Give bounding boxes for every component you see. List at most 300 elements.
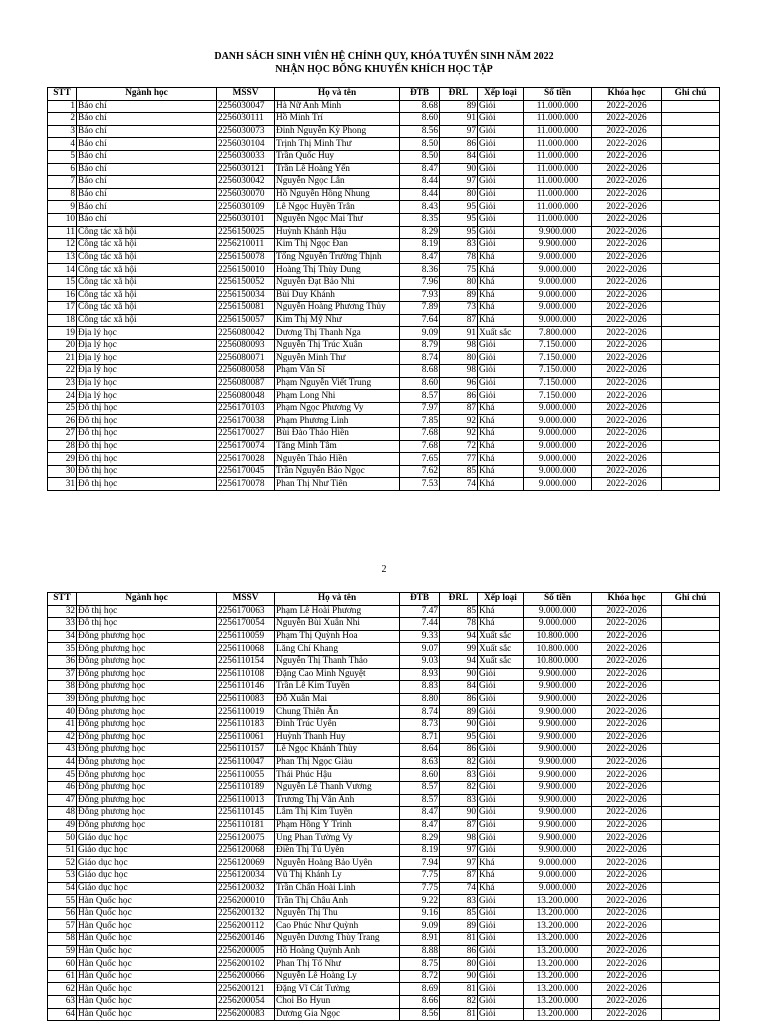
cell-major: Đông phương học [77, 643, 217, 656]
scholarship-table-page-1 [47, 87, 720, 491]
cell-full-name: Lê Ngọc Khánh Thùy [275, 744, 400, 757]
header-classification: Xếp loại [478, 593, 524, 606]
cell-amount: 11.000.000 [524, 150, 592, 163]
cell-course: 2022-2026 [592, 314, 662, 327]
cell-major: Đông phương học [77, 781, 217, 794]
table-row [48, 302, 720, 315]
cell-classification: Khá [478, 276, 524, 289]
cell-note [662, 819, 720, 832]
cell-gpa: 8.56 [400, 125, 440, 138]
cell-major: Báo chí [77, 213, 217, 226]
cell-classification: Giỏi [478, 1008, 524, 1021]
cell-student-id: 2256170078 [217, 478, 275, 491]
cell-gpa: 8.69 [400, 983, 440, 996]
cell-course: 2022-2026 [592, 844, 662, 857]
cell-course: 2022-2026 [592, 769, 662, 782]
table-row [48, 895, 720, 908]
table-row [48, 681, 720, 694]
cell-major: Đô thị học [77, 453, 217, 466]
cell-conduct-score: 92 [440, 415, 478, 428]
table-row [48, 996, 720, 1009]
header-gpa: ĐTB [400, 593, 440, 606]
cell-student-id: 2256110068 [217, 643, 275, 656]
cell-course: 2022-2026 [592, 781, 662, 794]
cell-amount: 9.000.000 [524, 440, 592, 453]
cell-stt: 4 [48, 138, 77, 151]
cell-gpa: 7.75 [400, 882, 440, 895]
cell-course: 2022-2026 [592, 226, 662, 239]
cell-gpa: 7.89 [400, 302, 440, 315]
cell-course: 2022-2026 [592, 365, 662, 378]
cell-full-name: Nguyễn Ngọc Mai Thư [275, 213, 400, 226]
cell-student-id: 2256110145 [217, 807, 275, 820]
cell-major: Giáo dục học [77, 832, 217, 845]
cell-conduct-score: 83 [440, 239, 478, 252]
table-row [48, 176, 720, 189]
cell-stt: 60 [48, 958, 77, 971]
cell-full-name: Dương Thị Thanh Nga [275, 327, 400, 340]
cell-gpa: 8.71 [400, 731, 440, 744]
cell-amount: 9.900.000 [524, 769, 592, 782]
cell-classification: Giỏi [478, 832, 524, 845]
cell-conduct-score: 89 [440, 289, 478, 302]
cell-amount: 7.150.000 [524, 390, 592, 403]
cell-gpa: 8.44 [400, 188, 440, 201]
header-full-name: Họ và tên [275, 88, 400, 101]
cell-stt: 57 [48, 920, 77, 933]
cell-full-name: Nguyễn Thảo Hiền [275, 453, 400, 466]
cell-stt: 44 [48, 756, 77, 769]
cell-course: 2022-2026 [592, 958, 662, 971]
cell-note [662, 113, 720, 126]
cell-amount: 10.800.000 [524, 630, 592, 643]
cell-course: 2022-2026 [592, 251, 662, 264]
cell-course: 2022-2026 [592, 163, 662, 176]
cell-note [662, 264, 720, 277]
cell-stt: 55 [48, 895, 77, 908]
table-row [48, 744, 720, 757]
table-row [48, 415, 720, 428]
cell-student-id: 2256030121 [217, 163, 275, 176]
cell-amount: 11.000.000 [524, 138, 592, 151]
cell-student-id: 2256200005 [217, 945, 275, 958]
cell-full-name: Tăng Minh Tâm [275, 440, 400, 453]
cell-stt: 15 [48, 276, 77, 289]
cell-classification: Giỏi [478, 352, 524, 365]
cell-conduct-score: 87 [440, 402, 478, 415]
cell-major: Đông phương học [77, 769, 217, 782]
cell-stt: 27 [48, 428, 77, 441]
cell-classification: Giỏi [478, 693, 524, 706]
cell-student-id: 2256030047 [217, 100, 275, 113]
cell-classification: Khá [478, 314, 524, 327]
cell-note [662, 339, 720, 352]
cell-student-id: 2256110183 [217, 718, 275, 731]
cell-gpa: 7.96 [400, 276, 440, 289]
cell-note [662, 668, 720, 681]
cell-full-name: Cao Phúc Như Quỳnh [275, 920, 400, 933]
cell-course: 2022-2026 [592, 832, 662, 845]
cell-gpa: 8.68 [400, 365, 440, 378]
cell-major: Địa lý học [77, 352, 217, 365]
cell-gpa: 9.07 [400, 643, 440, 656]
cell-full-name: Phạm Ngọc Phương Vy [275, 402, 400, 415]
cell-conduct-score: 78 [440, 251, 478, 264]
cell-major: Hàn Quốc học [77, 996, 217, 1009]
cell-amount: 13.200.000 [524, 895, 592, 908]
cell-amount: 13.200.000 [524, 1008, 592, 1021]
table-row [48, 150, 720, 163]
cell-amount: 13.200.000 [524, 958, 592, 971]
cell-stt: 14 [48, 264, 77, 277]
cell-major: Báo chí [77, 176, 217, 189]
cell-classification: Giỏi [478, 907, 524, 920]
cell-classification: Khá [478, 264, 524, 277]
cell-note [662, 630, 720, 643]
cell-course: 2022-2026 [592, 302, 662, 315]
cell-major: Đô thị học [77, 605, 217, 618]
cell-classification: Giỏi [478, 983, 524, 996]
cell-classification: Giỏi [478, 996, 524, 1009]
cell-classification: Xuất sắc [478, 327, 524, 340]
table-header-row [48, 88, 720, 101]
cell-course: 2022-2026 [592, 377, 662, 390]
cell-major: Đông phương học [77, 655, 217, 668]
cell-note [662, 945, 720, 958]
cell-conduct-score: 78 [440, 618, 478, 631]
cell-stt: 45 [48, 769, 77, 782]
cell-conduct-score: 97 [440, 844, 478, 857]
table-row [48, 478, 720, 491]
cell-classification: Giỏi [478, 226, 524, 239]
cell-major: Công tác xã hội [77, 289, 217, 302]
cell-major: Đông phương học [77, 744, 217, 757]
cell-course: 2022-2026 [592, 100, 662, 113]
cell-conduct-score: 90 [440, 718, 478, 731]
table-row [48, 453, 720, 466]
header-conduct-score: ĐRL [440, 593, 478, 606]
cell-major: Đông phương học [77, 718, 217, 731]
cell-note [662, 302, 720, 315]
cell-major: Báo chí [77, 125, 217, 138]
cell-stt: 32 [48, 605, 77, 618]
table-row [48, 239, 720, 252]
cell-stt: 40 [48, 706, 77, 719]
cell-gpa: 8.60 [400, 769, 440, 782]
cell-course: 2022-2026 [592, 125, 662, 138]
cell-full-name: Hà Nữ Anh Minh [275, 100, 400, 113]
cell-course: 2022-2026 [592, 794, 662, 807]
cell-classification: Giỏi [478, 365, 524, 378]
cell-amount: 9.000.000 [524, 251, 592, 264]
cell-conduct-score: 95 [440, 226, 478, 239]
cell-gpa: 7.53 [400, 478, 440, 491]
cell-note [662, 100, 720, 113]
cell-full-name: Ung Phan Tường Vy [275, 832, 400, 845]
cell-course: 2022-2026 [592, 706, 662, 719]
cell-course: 2022-2026 [592, 895, 662, 908]
cell-amount: 13.200.000 [524, 996, 592, 1009]
cell-full-name: Trương Thị Vân Anh [275, 794, 400, 807]
table-row [48, 731, 720, 744]
cell-gpa: 7.62 [400, 465, 440, 478]
cell-conduct-score: 97 [440, 857, 478, 870]
cell-note [662, 239, 720, 252]
cell-conduct-score: 91 [440, 327, 478, 340]
cell-conduct-score: 98 [440, 365, 478, 378]
header-major: Ngành học [77, 88, 217, 101]
cell-amount: 7.800.000 [524, 327, 592, 340]
cell-conduct-score: 85 [440, 465, 478, 478]
cell-stt: 6 [48, 163, 77, 176]
table-row [48, 693, 720, 706]
cell-course: 2022-2026 [592, 857, 662, 870]
cell-amount: 9.000.000 [524, 276, 592, 289]
cell-gpa: 9.03 [400, 655, 440, 668]
cell-student-id: 2256080042 [217, 327, 275, 340]
cell-major: Đông phương học [77, 807, 217, 820]
cell-gpa: 8.74 [400, 352, 440, 365]
cell-amount: 11.000.000 [524, 213, 592, 226]
cell-gpa: 8.19 [400, 239, 440, 252]
cell-classification: Khá [478, 857, 524, 870]
cell-full-name: Kim Thị Ngọc Đan [275, 239, 400, 252]
cell-stt: 13 [48, 251, 77, 264]
cell-conduct-score: 94 [440, 655, 478, 668]
cell-student-id: 2256030033 [217, 150, 275, 163]
cell-note [662, 920, 720, 933]
cell-stt: 46 [48, 781, 77, 794]
cell-gpa: 8.88 [400, 945, 440, 958]
cell-conduct-score: 89 [440, 706, 478, 719]
cell-stt: 26 [48, 415, 77, 428]
cell-stt: 61 [48, 970, 77, 983]
cell-note [662, 769, 720, 782]
cell-note [662, 756, 720, 769]
table-row [48, 390, 720, 403]
header-gpa: ĐTB [400, 88, 440, 101]
cell-amount: 11.000.000 [524, 113, 592, 126]
page-number: 2 [381, 564, 387, 575]
cell-gpa: 7.93 [400, 289, 440, 302]
cell-amount: 9.900.000 [524, 832, 592, 845]
cell-gpa: 9.09 [400, 920, 440, 933]
cell-stt: 48 [48, 807, 77, 820]
cell-amount: 13.200.000 [524, 983, 592, 996]
cell-conduct-score: 85 [440, 605, 478, 618]
cell-major: Đông phương học [77, 819, 217, 832]
cell-amount: 9.900.000 [524, 668, 592, 681]
cell-note [662, 289, 720, 302]
cell-gpa: 8.50 [400, 150, 440, 163]
cell-amount: 9.000.000 [524, 314, 592, 327]
cell-student-id: 2256150057 [217, 314, 275, 327]
cell-student-id: 2256200132 [217, 907, 275, 920]
cell-conduct-score: 94 [440, 630, 478, 643]
cell-course: 2022-2026 [592, 213, 662, 226]
cell-classification: Giỏi [478, 163, 524, 176]
cell-stt: 18 [48, 314, 77, 327]
cell-course: 2022-2026 [592, 327, 662, 340]
cell-amount: 7.150.000 [524, 352, 592, 365]
cell-full-name: Nguyễn Lê Hoàng Ly [275, 970, 400, 983]
cell-note [662, 807, 720, 820]
cell-note [662, 970, 720, 983]
cell-course: 2022-2026 [592, 415, 662, 428]
cell-amount: 13.200.000 [524, 907, 592, 920]
table-row [48, 440, 720, 453]
cell-amount: 9.000.000 [524, 428, 592, 441]
cell-major: Công tác xã hội [77, 314, 217, 327]
cell-full-name: Đinh Nguyễn Kỳ Phong [275, 125, 400, 138]
cell-major: Công tác xã hội [77, 251, 217, 264]
cell-major: Đông phương học [77, 681, 217, 694]
cell-conduct-score: 80 [440, 188, 478, 201]
cell-conduct-score: 80 [440, 352, 478, 365]
cell-full-name: Lăng Chí Khang [275, 643, 400, 656]
cell-stt: 11 [48, 226, 77, 239]
table-row [48, 807, 720, 820]
cell-student-id: 2256110181 [217, 819, 275, 832]
cell-amount: 7.150.000 [524, 377, 592, 390]
cell-note [662, 226, 720, 239]
cell-full-name: Kim Thị Mỹ Như [275, 314, 400, 327]
table-row [48, 276, 720, 289]
cell-conduct-score: 98 [440, 832, 478, 845]
cell-conduct-score: 86 [440, 390, 478, 403]
cell-conduct-score: 86 [440, 945, 478, 958]
table-row [48, 706, 720, 719]
cell-note [662, 440, 720, 453]
cell-student-id: 2256110108 [217, 668, 275, 681]
cell-major: Báo chí [77, 138, 217, 151]
cell-conduct-score: 80 [440, 958, 478, 971]
cell-full-name: Phạm Phương Linh [275, 415, 400, 428]
table-row [48, 643, 720, 656]
cell-note [662, 453, 720, 466]
cell-conduct-score: 95 [440, 201, 478, 214]
cell-amount: 9.900.000 [524, 706, 592, 719]
table-row [48, 630, 720, 643]
cell-major: Công tác xã hội [77, 276, 217, 289]
cell-conduct-score: 86 [440, 693, 478, 706]
cell-amount: 13.200.000 [524, 970, 592, 983]
cell-conduct-score: 85 [440, 907, 478, 920]
cell-course: 2022-2026 [592, 150, 662, 163]
cell-full-name: Hoàng Thị Thùy Dung [275, 264, 400, 277]
cell-gpa: 7.65 [400, 453, 440, 466]
cell-stt: 49 [48, 819, 77, 832]
scholarship-table-page-2 [47, 592, 720, 1021]
cell-gpa: 8.57 [400, 794, 440, 807]
cell-classification: Giỏi [478, 377, 524, 390]
cell-conduct-score: 83 [440, 794, 478, 807]
cell-gpa: 7.44 [400, 618, 440, 631]
cell-conduct-score: 75 [440, 264, 478, 277]
header-stt: STT [48, 593, 77, 606]
cell-note [662, 718, 720, 731]
cell-major: Giáo dục học [77, 857, 217, 870]
cell-gpa: 8.56 [400, 1008, 440, 1021]
cell-major: Đông phương học [77, 756, 217, 769]
cell-course: 2022-2026 [592, 718, 662, 731]
cell-student-id: 2256200010 [217, 895, 275, 908]
table-row [48, 970, 720, 983]
cell-major: Hàn Quốc học [77, 958, 217, 971]
cell-gpa: 8.47 [400, 819, 440, 832]
cell-student-id: 2256200102 [217, 958, 275, 971]
cell-stt: 3 [48, 125, 77, 138]
cell-note [662, 983, 720, 996]
cell-course: 2022-2026 [592, 945, 662, 958]
cell-gpa: 8.60 [400, 113, 440, 126]
header-conduct-score: ĐRL [440, 88, 478, 101]
cell-major: Hàn Quốc học [77, 933, 217, 946]
cell-conduct-score: 92 [440, 428, 478, 441]
cell-stt: 37 [48, 668, 77, 681]
cell-classification: Giỏi [478, 769, 524, 782]
cell-course: 2022-2026 [592, 630, 662, 643]
cell-classification: Giỏi [478, 339, 524, 352]
cell-stt: 8 [48, 188, 77, 201]
table-row [48, 781, 720, 794]
cell-student-id: 2256110189 [217, 781, 275, 794]
cell-classification: Xuất sắc [478, 655, 524, 668]
cell-full-name: Điền Thị Tú Uyên [275, 844, 400, 857]
cell-full-name: Trần Nguyễn Bảo Ngọc [275, 465, 400, 478]
cell-major: Đông phương học [77, 706, 217, 719]
cell-full-name: Nguyễn Hoàng Bảo Uyên [275, 857, 400, 870]
cell-student-id: 2256110146 [217, 681, 275, 694]
cell-major: Hàn Quốc học [77, 945, 217, 958]
cell-note [662, 895, 720, 908]
cell-note [662, 731, 720, 744]
table-row [48, 377, 720, 390]
cell-major: Báo chí [77, 163, 217, 176]
cell-full-name: Phan Thị Ngọc Giàu [275, 756, 400, 769]
cell-course: 2022-2026 [592, 428, 662, 441]
cell-amount: 9.900.000 [524, 844, 592, 857]
cell-conduct-score: 82 [440, 756, 478, 769]
cell-course: 2022-2026 [592, 933, 662, 946]
cell-major: Đô thị học [77, 402, 217, 415]
cell-student-id: 2256150078 [217, 251, 275, 264]
cell-gpa: 8.36 [400, 264, 440, 277]
cell-classification: Khá [478, 453, 524, 466]
cell-note [662, 605, 720, 618]
cell-student-id: 2256030042 [217, 176, 275, 189]
cell-student-id: 2256110047 [217, 756, 275, 769]
cell-gpa: 8.75 [400, 958, 440, 971]
cell-note [662, 933, 720, 946]
cell-classification: Khá [478, 440, 524, 453]
cell-conduct-score: 86 [440, 138, 478, 151]
cell-conduct-score: 95 [440, 731, 478, 744]
cell-note [662, 251, 720, 264]
cell-course: 2022-2026 [592, 970, 662, 983]
cell-classification: Giỏi [478, 781, 524, 794]
cell-note [662, 201, 720, 214]
table-row [48, 920, 720, 933]
cell-stt: 56 [48, 907, 77, 920]
table-row [48, 314, 720, 327]
cell-classification: Giỏi [478, 744, 524, 757]
cell-student-id: 2256030104 [217, 138, 275, 151]
cell-full-name: Phan Thị Như Tiên [275, 478, 400, 491]
cell-conduct-score: 83 [440, 769, 478, 782]
cell-course: 2022-2026 [592, 807, 662, 820]
cell-student-id: 2256080071 [217, 352, 275, 365]
